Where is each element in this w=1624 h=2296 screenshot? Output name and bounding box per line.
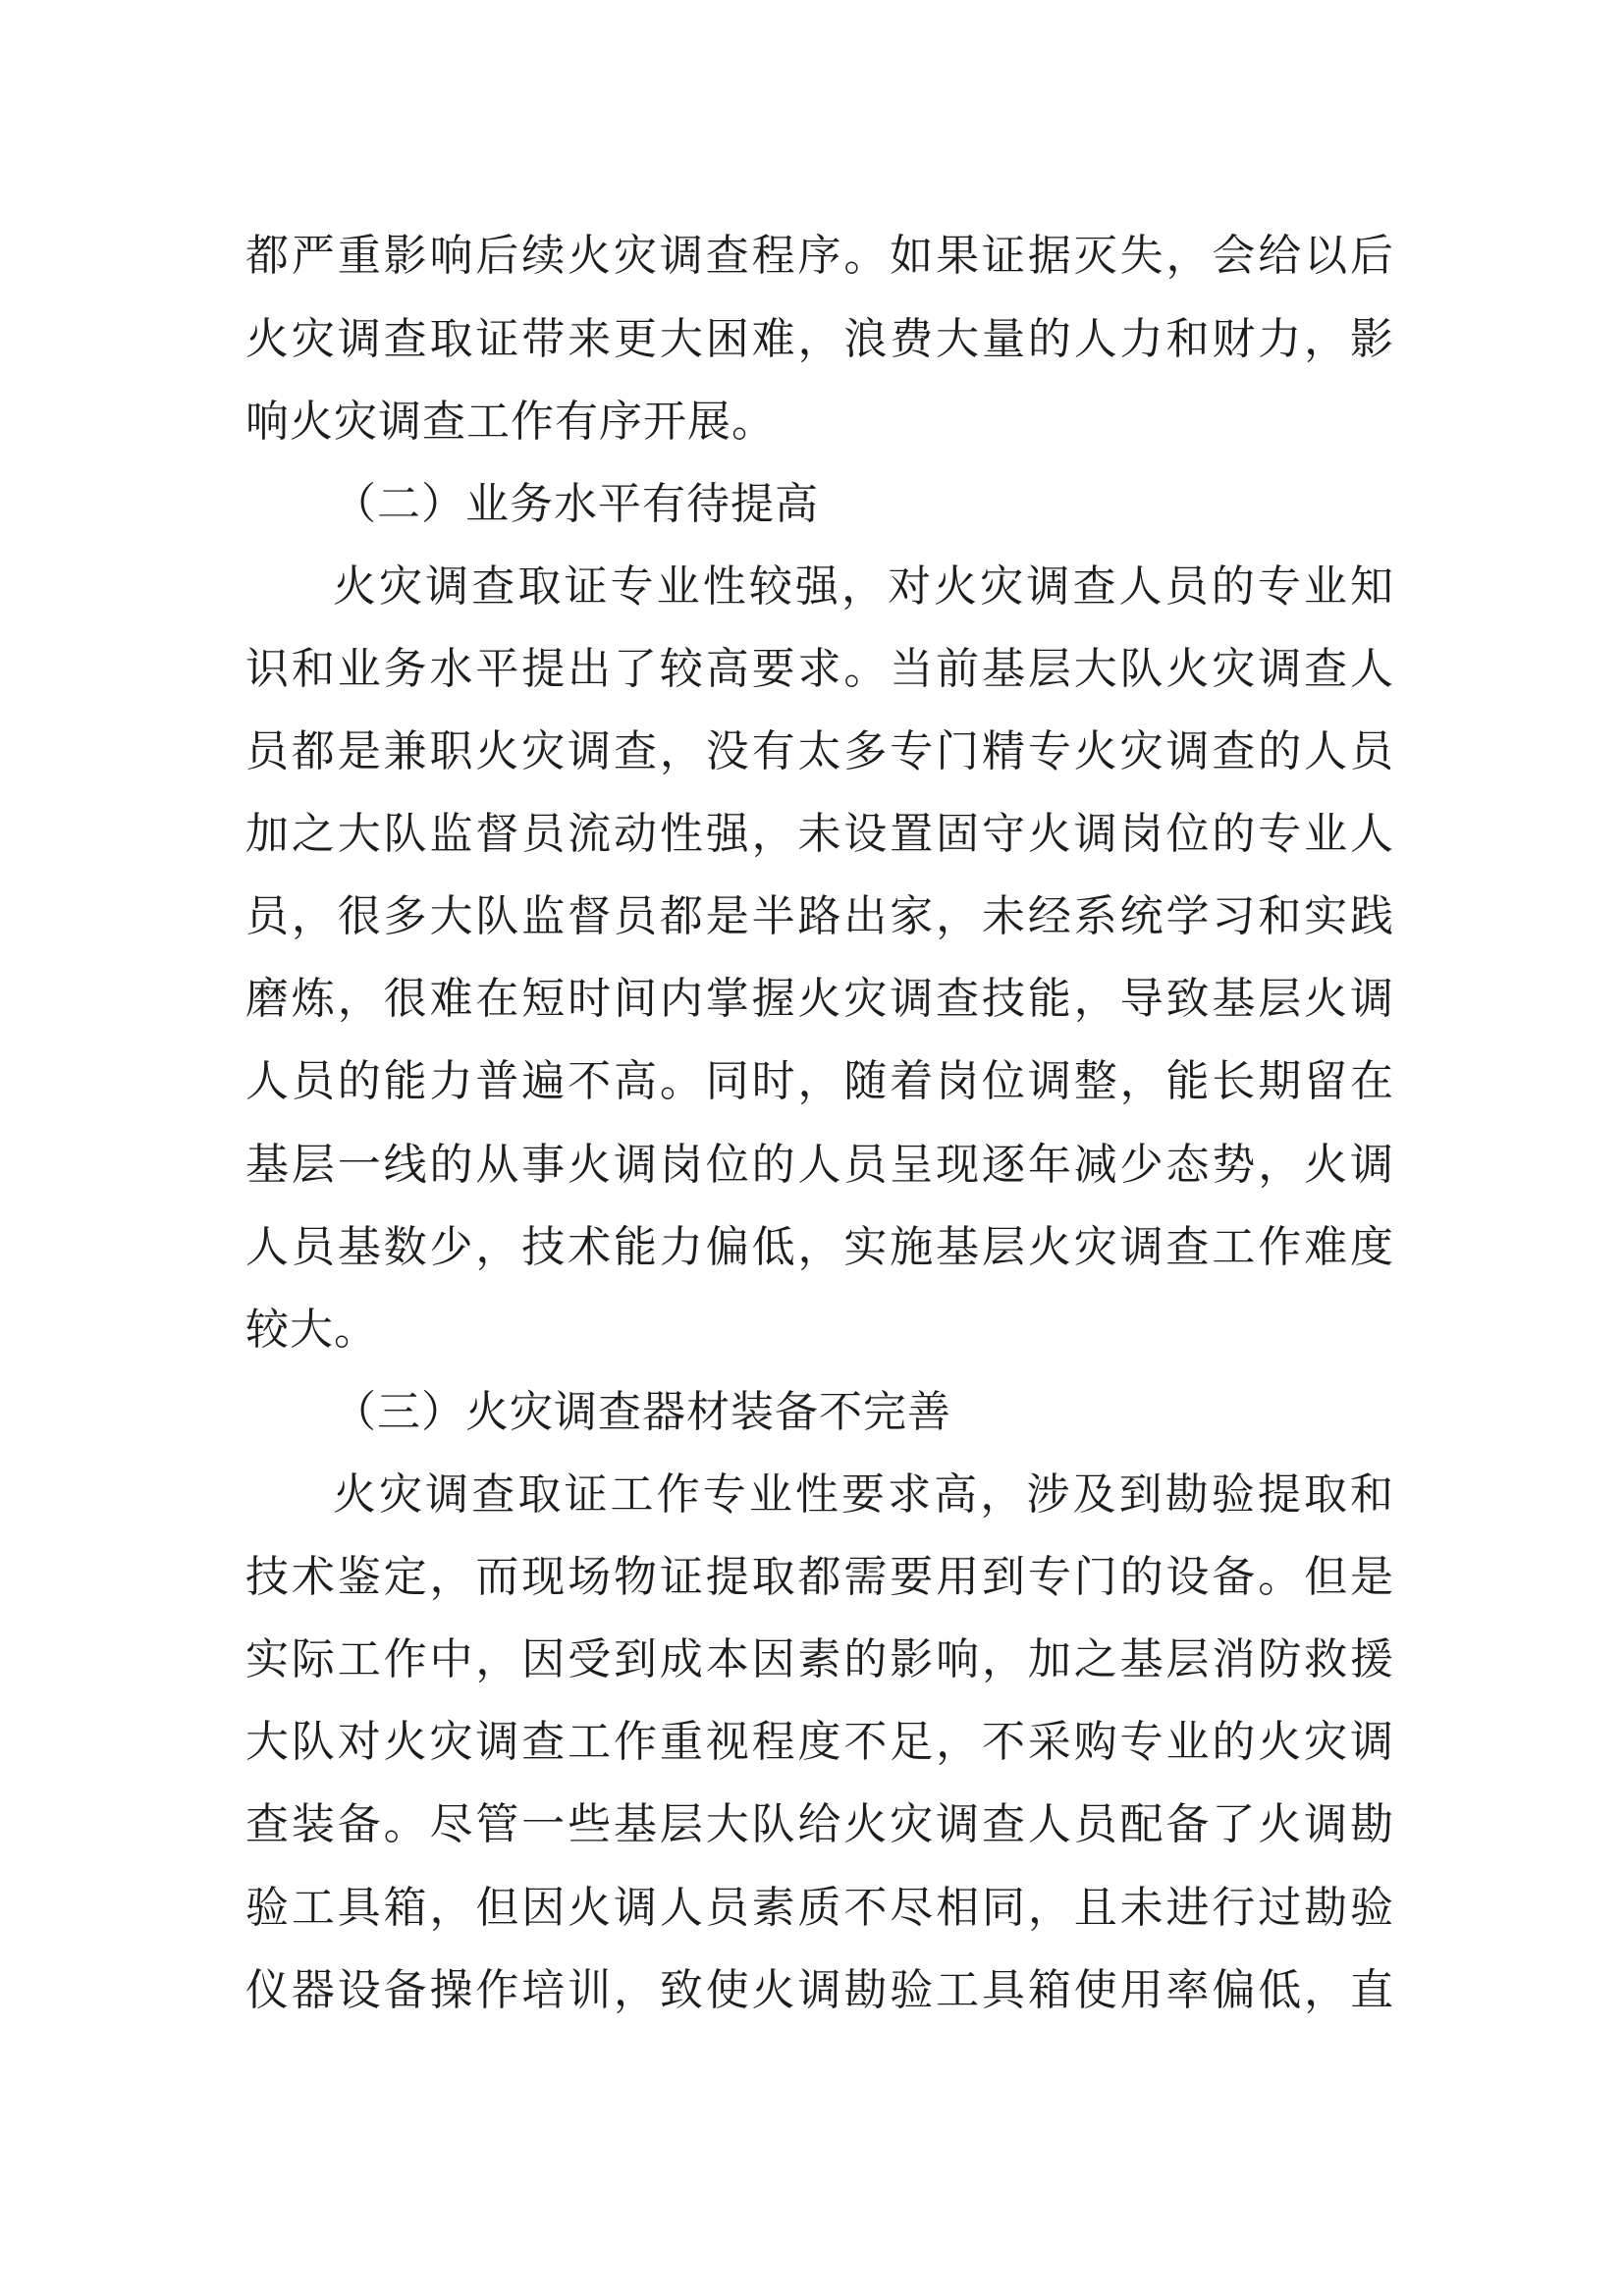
- paragraph-line: 火灾调查取证工作专业性要求高，涉及到勘验提取和: [333, 1469, 1394, 1520]
- paragraph-line: 技术鉴定，而现场物证提取都需要用到专门的设备。但是: [245, 1552, 1394, 1602]
- paragraph-line: 基层一线的从事火调岗位的人员呈现逐年减少态势，火调: [245, 1140, 1394, 1190]
- paragraph-line: 大队对火灾调查工作重视程度不足，不采购专业的火灾调: [245, 1717, 1394, 1767]
- paragraph-line: 火灾调查取证带来更大困难，浪费大量的人力和财力，影: [245, 314, 1394, 364]
- paragraph-line: 查装备。尽管一些基层大队给火灾调查人员配备了火调勘: [245, 1799, 1394, 1849]
- paragraph-line: 仪器设备操作培训，致使火调勘验工具箱使用率偏低，直: [245, 1965, 1394, 2015]
- paragraph-line: 磨炼，很难在短时间内掌握火灾调查技能，导致基层火调: [245, 974, 1394, 1024]
- paragraph-line: 响火灾调查工作有序开展。: [245, 397, 776, 447]
- paragraph-line: 较大。: [245, 1305, 378, 1355]
- paragraph-line: 加之大队监督员流动性强，未设置固守火调岗位的专业人: [245, 809, 1394, 859]
- paragraph-line: 验工具箱，但因火调人员素质不尽相同，且未进行过勘验: [245, 1883, 1394, 1933]
- paragraph-line: 员都是兼职火灾调查，没有太多专门精专火灾调查的人员: [245, 726, 1394, 776]
- paragraph-line: 识和业务水平提出了较高要求。当前基层大队火灾调查人: [245, 644, 1394, 694]
- paragraph-line: 实际工作中，因受到成本因素的影响，加之基层消防救援: [245, 1634, 1394, 1684]
- paragraph-line: 人员基数少，技术能力偏低，实施基层火灾调查工作难度: [245, 1222, 1394, 1272]
- paragraph-line: 都严重影响后续火灾调查程序。如果证据灭失，会给以后: [245, 231, 1394, 281]
- section-heading-3: （三）火灾调查器材装备不完善: [333, 1387, 951, 1437]
- paragraph-line: 人员的能力普遍不高。同时，随着岗位调整，能长期留在: [245, 1056, 1394, 1106]
- paragraph-line: 火灾调查取证专业性较强，对火灾调查人员的专业知: [333, 561, 1394, 612]
- section-heading-2: （二）业务水平有待提高: [333, 479, 819, 529]
- paragraph-line: 员，很多大队监督员都是半路出家，未经系统学习和实践: [245, 891, 1394, 941]
